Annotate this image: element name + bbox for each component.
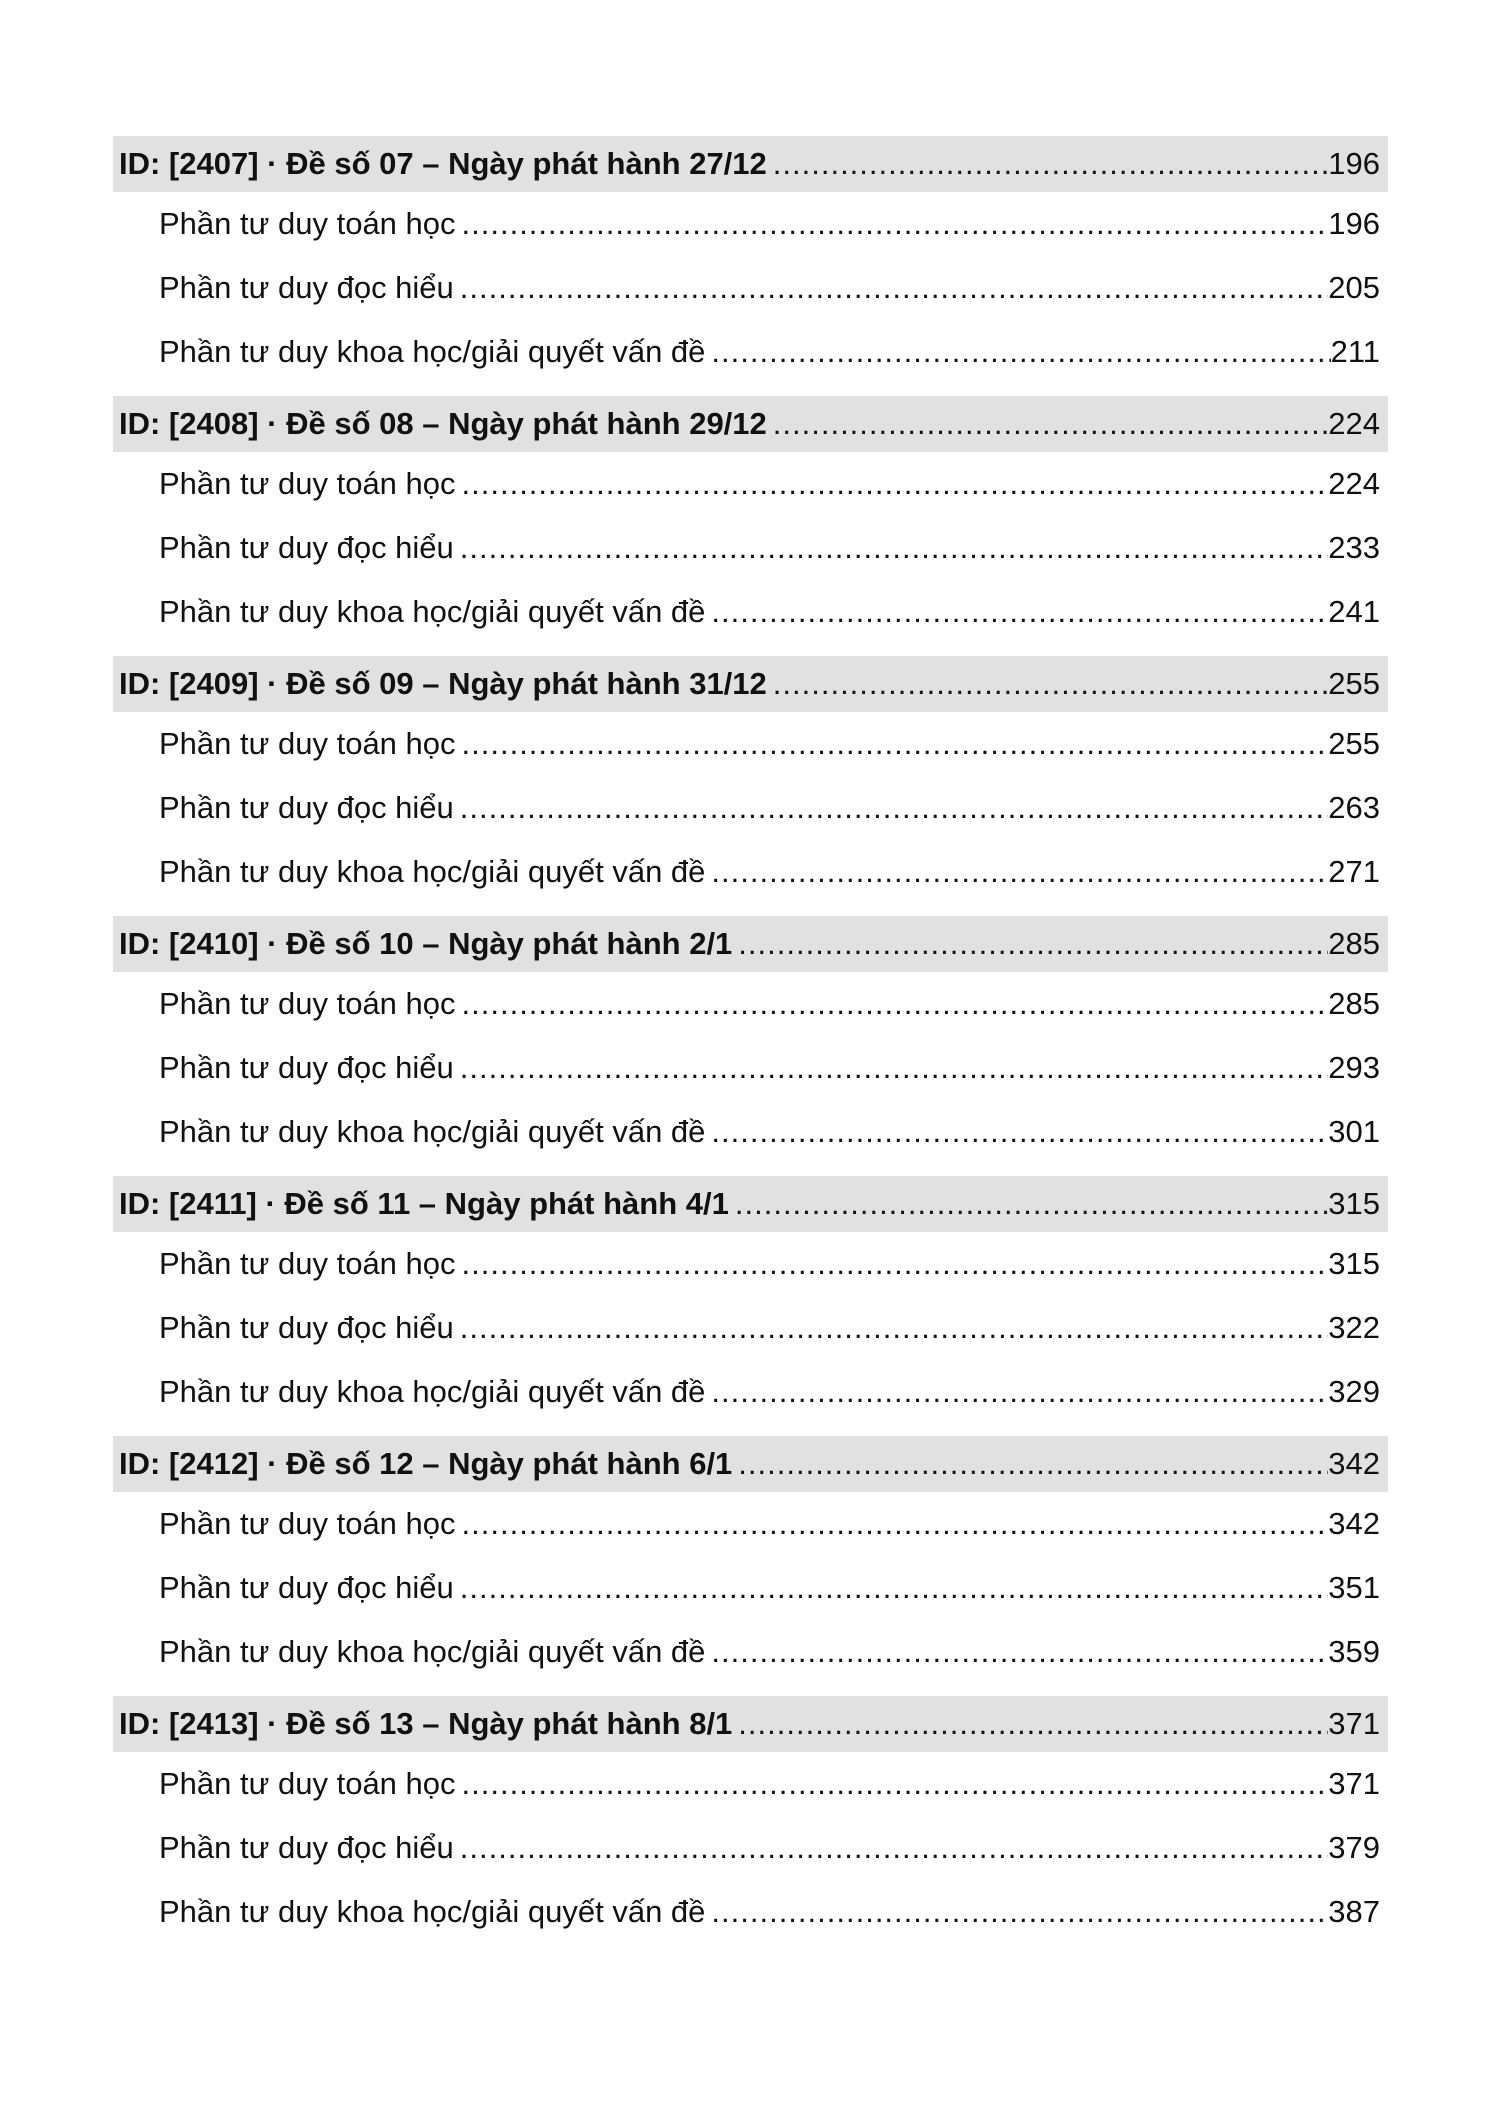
- toc-page-number: 224: [1328, 466, 1380, 501]
- toc-entry-label: Phần tư duy toán học: [159, 986, 456, 1021]
- toc-page-number: 379: [1328, 1830, 1380, 1865]
- toc-page-number: 371: [1328, 1766, 1380, 1801]
- toc-page-number: 255: [1328, 726, 1380, 761]
- toc-section-header[interactable]: [113, 1696, 1388, 1752]
- toc-section: [113, 396, 1388, 644]
- toc-entry-label: Phần tư duy đọc hiểu: [159, 530, 454, 565]
- toc-page-number: 224: [1328, 406, 1380, 441]
- toc-entry-label: Phần tư duy toán học: [159, 206, 456, 241]
- toc-page-number: 241: [1328, 594, 1380, 629]
- toc-entry-label: Phần tư duy đọc hiểu: [159, 1050, 454, 1085]
- toc-section-header[interactable]: [113, 916, 1388, 972]
- dot-leader: [454, 1816, 1328, 1880]
- toc-entry[interactable]: [113, 1296, 1388, 1360]
- toc-section-header[interactable]: [113, 136, 1388, 192]
- toc-section-title: ID: [2410] · Đề số 10 – Ngày phát hành 2/1: [119, 926, 733, 961]
- toc-entry[interactable]: [113, 840, 1388, 904]
- toc-entry-label: Phần tư duy đọc hiểu: [159, 270, 454, 305]
- dot-leader: [729, 1176, 1328, 1232]
- toc-entry-label: Phần tư duy toán học: [159, 1246, 456, 1281]
- dot-leader: [705, 840, 1328, 904]
- dot-leader: [705, 1360, 1328, 1424]
- toc-entry-label: Phần tư duy toán học: [159, 726, 456, 761]
- toc-entry[interactable]: [113, 1752, 1388, 1816]
- toc-entry[interactable]: [113, 1556, 1388, 1620]
- toc-section-title: ID: [2411] · Đề số 11 – Ngày phát hành 4/1: [119, 1186, 729, 1221]
- toc-section-header[interactable]: [113, 656, 1388, 712]
- toc-page-number: 315: [1328, 1186, 1380, 1221]
- toc-section: [113, 656, 1388, 904]
- toc-page-number: 255: [1328, 666, 1380, 701]
- toc-page-number: 211: [1330, 334, 1380, 369]
- dot-leader: [456, 452, 1329, 516]
- dot-leader: [454, 1556, 1328, 1620]
- dot-leader: [454, 1296, 1328, 1360]
- toc-section-header[interactable]: [113, 1436, 1388, 1492]
- dot-leader: [456, 192, 1329, 256]
- toc-page-number: 387: [1328, 1894, 1380, 1929]
- dot-leader: [732, 916, 1328, 972]
- toc-page-number: 196: [1328, 146, 1380, 181]
- toc-page-number: 263: [1328, 790, 1380, 825]
- toc-section-header[interactable]: [113, 396, 1388, 452]
- toc-entry[interactable]: [113, 1492, 1388, 1556]
- dot-leader: [767, 396, 1328, 452]
- toc-entry-label: Phần tư duy toán học: [159, 1766, 456, 1801]
- toc-page-number: 329: [1328, 1374, 1380, 1409]
- toc-entry[interactable]: [113, 580, 1388, 644]
- dot-leader: [454, 256, 1328, 320]
- toc-entry[interactable]: [113, 776, 1388, 840]
- toc-page-number: 205: [1328, 270, 1380, 305]
- toc-section: [113, 136, 1388, 384]
- dot-leader: [456, 712, 1329, 776]
- toc-section: [113, 1696, 1388, 1944]
- toc-entry-label: Phần tư duy khoa học/giải quyết vấn đề: [159, 1114, 706, 1149]
- dot-leader: [454, 1036, 1328, 1100]
- toc-page-number: 293: [1328, 1050, 1380, 1085]
- toc-entry[interactable]: [113, 972, 1388, 1036]
- toc-entry-label: Phần tư duy khoa học/giải quyết vấn đề: [159, 594, 706, 629]
- toc-entry[interactable]: [113, 1360, 1388, 1424]
- toc-entry-label: Phần tư duy khoa học/giải quyết vấn đề: [159, 1894, 706, 1929]
- toc-entry-label: Phần tư duy đọc hiểu: [159, 790, 454, 825]
- toc-section-title: ID: [2407] · Đề số 07 – Ngày phát hành 27/12: [119, 146, 767, 181]
- dot-leader: [454, 776, 1328, 840]
- toc-page-number: 351: [1328, 1570, 1380, 1605]
- dot-leader: [456, 972, 1329, 1036]
- toc-page-number: 359: [1328, 1634, 1380, 1669]
- dot-leader: [705, 1620, 1328, 1684]
- dot-leader: [456, 1232, 1329, 1296]
- toc-page-number: 233: [1328, 530, 1380, 565]
- dot-leader: [705, 580, 1328, 644]
- toc-entry[interactable]: [113, 256, 1388, 320]
- dot-leader: [454, 516, 1328, 580]
- toc-entry[interactable]: [113, 712, 1388, 776]
- toc-entry[interactable]: [113, 1232, 1388, 1296]
- toc-entry[interactable]: [113, 452, 1388, 516]
- toc-entry-label: Phần tư duy khoa học/giải quyết vấn đề: [159, 854, 706, 889]
- toc-page-number: 342: [1328, 1506, 1380, 1541]
- toc-section: [113, 1436, 1388, 1684]
- dot-leader: [732, 1436, 1328, 1492]
- toc-section: [113, 1176, 1388, 1424]
- toc-entry-label: Phần tư duy đọc hiểu: [159, 1830, 454, 1865]
- toc-page-number: 371: [1328, 1706, 1380, 1741]
- dot-leader: [456, 1492, 1329, 1556]
- toc-entry[interactable]: [113, 1816, 1388, 1880]
- toc-entry-label: Phần tư duy khoa học/giải quyết vấn đề: [159, 1634, 706, 1669]
- toc-entry-label: Phần tư duy đọc hiểu: [159, 1570, 454, 1605]
- toc-entry[interactable]: [113, 1880, 1388, 1944]
- toc-entry[interactable]: [113, 1620, 1388, 1684]
- toc-section-title: ID: [2409] · Đề số 09 – Ngày phát hành 31/12: [119, 666, 767, 701]
- dot-leader: [767, 656, 1328, 712]
- toc-section: [113, 916, 1388, 1164]
- dot-leader: [456, 1752, 1329, 1816]
- table-of-contents: [113, 136, 1388, 1956]
- dot-leader: [767, 136, 1328, 192]
- dot-leader: [705, 1100, 1328, 1164]
- toc-page-number: 315: [1328, 1246, 1380, 1281]
- toc-entry[interactable]: [113, 1036, 1388, 1100]
- toc-page-number: 271: [1328, 854, 1380, 889]
- toc-section-title: ID: [2412] · Đề số 12 – Ngày phát hành 6/1: [119, 1446, 733, 1481]
- toc-page-number: 301: [1328, 1114, 1380, 1149]
- toc-section-title: ID: [2413] · Đề số 13 – Ngày phát hành 8/1: [119, 1706, 733, 1741]
- toc-section-title: ID: [2408] · Đề số 08 – Ngày phát hành 29/12: [119, 406, 767, 441]
- toc-page-number: 196: [1328, 206, 1380, 241]
- toc-entry[interactable]: [113, 516, 1388, 580]
- toc-page-number: 285: [1328, 986, 1380, 1021]
- toc-entry-label: Phần tư duy khoa học/giải quyết vấn đề: [159, 1374, 706, 1409]
- toc-entry[interactable]: [113, 1100, 1388, 1164]
- toc-section-header[interactable]: [113, 1176, 1388, 1232]
- dot-leader: [705, 320, 1330, 384]
- dot-leader: [732, 1696, 1328, 1752]
- toc-page-number: 285: [1328, 926, 1380, 961]
- dot-leader: [705, 1880, 1328, 1944]
- toc-page-number: 322: [1328, 1310, 1380, 1345]
- toc-entry-label: Phần tư duy toán học: [159, 1506, 456, 1541]
- toc-entry-label: Phần tư duy đọc hiểu: [159, 1310, 454, 1345]
- toc-entry[interactable]: [113, 320, 1388, 384]
- toc-entry[interactable]: [113, 192, 1388, 256]
- toc-page-number: 342: [1328, 1446, 1380, 1481]
- toc-entry-label: Phần tư duy toán học: [159, 466, 456, 501]
- toc-entry-label: Phần tư duy khoa học/giải quyết vấn đề: [159, 334, 706, 369]
